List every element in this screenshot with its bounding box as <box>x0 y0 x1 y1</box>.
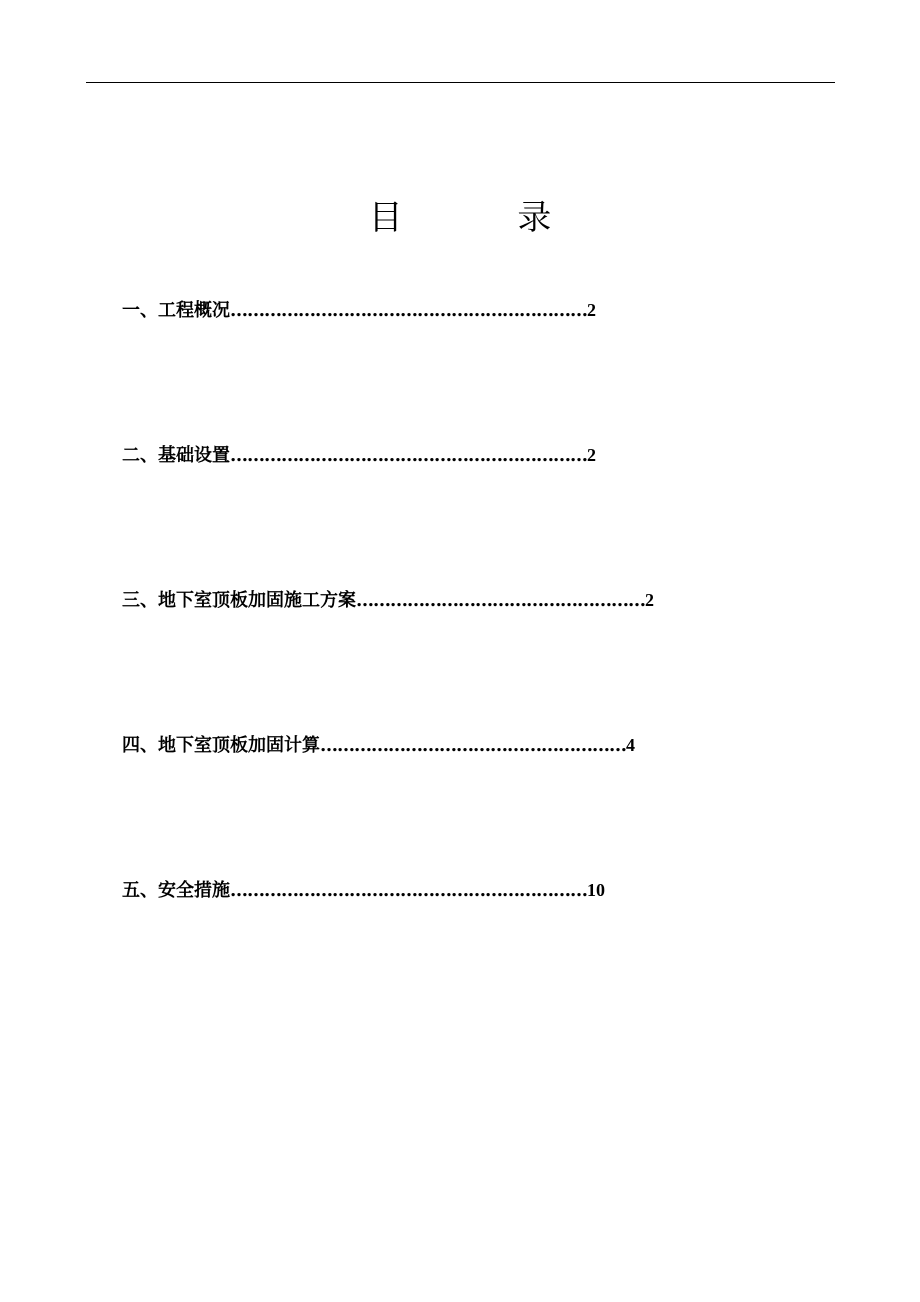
toc-entry-leader: ……………………………………………………… <box>230 300 587 321</box>
toc-entry-leader: ……………………………………………… <box>320 735 626 756</box>
toc-entry-leader: …………………………………………… <box>356 590 645 611</box>
toc-entry[interactable] <box>122 731 742 876</box>
toc-entry-page-number: 4 <box>626 735 635 755</box>
toc-entry-leader: ……………………………………………………… <box>230 445 587 466</box>
toc-entry-page-number: 2 <box>587 445 596 465</box>
toc-entry[interactable] <box>122 296 742 441</box>
toc-entry[interactable] <box>122 441 742 586</box>
table-of-contents <box>122 296 742 1021</box>
toc-entry-leader: ……………………………………………………… <box>230 880 587 901</box>
toc-entry-label: 三、地下室顶板加固施工方案 <box>122 590 356 611</box>
toc-entry-label: 二、基础设置 <box>122 445 230 466</box>
toc-entry-label: 四、地下室顶板加固计算 <box>122 735 320 756</box>
header-rule <box>86 82 835 83</box>
toc-entry[interactable] <box>122 586 742 731</box>
toc-entry-label: 一、工程概况 <box>122 300 230 321</box>
toc-title: 目 录 <box>368 198 604 238</box>
toc-entry[interactable] <box>122 876 742 1021</box>
toc-entry-label: 五、安全措施 <box>122 880 230 901</box>
toc-entry-page-number: 2 <box>645 590 654 610</box>
toc-entry-page-number: 10 <box>587 880 605 900</box>
toc-entry-page-number: 2 <box>587 300 596 320</box>
